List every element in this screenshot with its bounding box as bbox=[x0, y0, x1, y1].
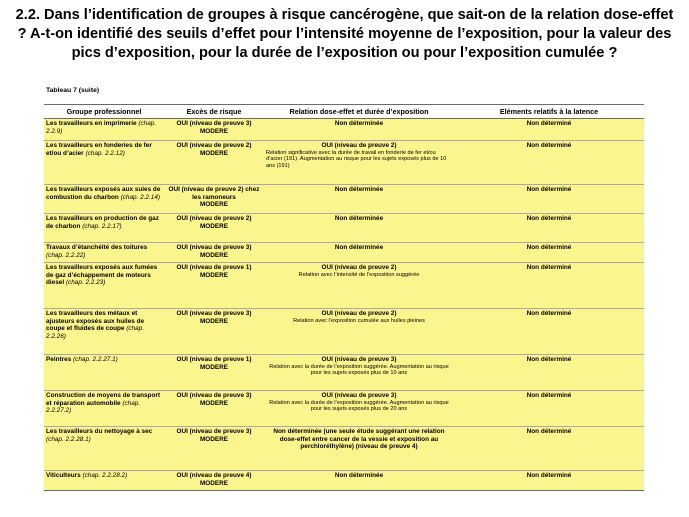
group-name: Les travailleurs exposés aux fumées de gaz d’échappement de moteurs diesel bbox=[46, 264, 158, 287]
cell-excess bbox=[164, 141, 264, 185]
table-row bbox=[44, 243, 644, 263]
relation-note: Relation avec l’exposition cumulée aux huiles pleines bbox=[293, 317, 425, 324]
cell-group bbox=[44, 119, 164, 141]
excess-level: OUI (niveau de preuve 1) bbox=[176, 264, 252, 271]
table-row bbox=[44, 391, 644, 427]
relation-status: Non déterminée bbox=[334, 244, 384, 251]
title-line-1: 2.2. Dans l’identification de groupes à risque cancérogène, que sait-on de la relation dose-effet bbox=[15, 7, 674, 23]
table-caption: Tableau 7 (suite) bbox=[46, 87, 100, 94]
chapter-ref: (chap. 2.2.22) bbox=[46, 251, 86, 259]
group-name: Les travailleurs du nettoyage à sec bbox=[46, 428, 153, 435]
chapter-ref: (chap. 2.2.27.2) bbox=[46, 399, 141, 415]
cell-relation bbox=[264, 427, 454, 471]
cell-latency: Non déterminé bbox=[454, 427, 644, 471]
header-excess: Excès de risque bbox=[164, 105, 264, 119]
cell-group bbox=[44, 263, 164, 309]
table-row bbox=[44, 355, 644, 391]
cell-relation bbox=[264, 185, 454, 214]
relation-note: Relation avec la durée de l’exposition suggérée. Augmentation au risque pour les sujets exposés plus de 20 ans bbox=[269, 399, 449, 413]
excess-grade: MODERE bbox=[199, 201, 229, 209]
excess-grade: MODERE bbox=[199, 127, 229, 135]
cell-latency: Non déterminé bbox=[454, 309, 644, 355]
cell-latency: Non déterminé bbox=[454, 263, 644, 309]
cell-latency: Non déterminé bbox=[454, 214, 644, 243]
table-row bbox=[44, 214, 644, 243]
cell-group bbox=[44, 243, 164, 263]
group-name: Viticulteurs bbox=[46, 472, 81, 479]
relation-status: Non déterminée bbox=[334, 120, 384, 127]
group-name: Les travailleurs en imprimerie bbox=[46, 120, 137, 127]
relation-status: OUI (niveau de preuve 2) bbox=[321, 264, 397, 271]
chapter-ref: (chap. 2.2.26) bbox=[46, 325, 145, 340]
excess-level: OUI (niveau de preuve 2) bbox=[176, 142, 252, 149]
cell-group bbox=[44, 141, 164, 185]
header-relation: Relation dose-effet et durée d’exposition bbox=[264, 105, 454, 119]
cell-excess bbox=[164, 355, 264, 391]
cell-relation bbox=[264, 355, 454, 391]
cell-relation bbox=[264, 141, 454, 185]
chapter-ref: (chap. 2.2.14) bbox=[120, 193, 160, 201]
group-name: Travaux d’étanchéité des toitures bbox=[46, 244, 148, 251]
cell-excess bbox=[164, 309, 264, 355]
table-row bbox=[44, 309, 644, 355]
cell-excess bbox=[164, 471, 264, 491]
cell-group bbox=[44, 309, 164, 355]
group-name: Les travailleurs en fonderies de fer et/ou d’acier bbox=[46, 142, 152, 157]
cell-relation bbox=[264, 471, 454, 491]
header-group: Groupe professionnel bbox=[44, 105, 164, 119]
group-name: Les travailleurs des métaux et ajusteurs exposés aux huiles de coupe et fluides de coupe bbox=[46, 310, 145, 333]
cell-excess bbox=[164, 391, 264, 427]
excess-grade: MODERE bbox=[199, 317, 229, 325]
relation-status: OUI (niveau de preuve 2) bbox=[321, 142, 397, 149]
chapter-ref: (chap. 2.2.28.2) bbox=[82, 472, 128, 479]
excess-level: OUI (niveau de preuve 3) bbox=[176, 392, 252, 399]
cell-relation bbox=[264, 263, 454, 309]
chapter-ref: (chap. 2.2.12) bbox=[85, 149, 125, 157]
relation-note: Relation avec l’intensité de l’exposition suggérée bbox=[298, 271, 420, 278]
relation-status: Non déterminée bbox=[334, 186, 384, 193]
relation-note: Relation avec la durée de l’exposition suggérée. Augmentation au risque pour les sujets exposés plus de 10 ans bbox=[269, 363, 449, 377]
cell-excess bbox=[164, 427, 264, 471]
relation-status: Non déterminée (une seule étude suggérant une relation dose-effet entre cancer de la vessie et exposition au perchloréthylène) (niveau de preuve 4) bbox=[273, 428, 445, 451]
excess-grade: MODERE bbox=[199, 222, 229, 230]
cell-latency: Non déterminé bbox=[454, 141, 644, 185]
cell-relation bbox=[264, 119, 454, 141]
excess-level: OUI (niveau de preuve 2) bbox=[176, 215, 252, 222]
title-line-2: ? A-t-on identifié des seuils d’effet pour l’intensité moyenne de l’exposition, pour la valeur des bbox=[17, 26, 672, 42]
cell-excess bbox=[164, 119, 264, 141]
cell-latency: Non déterminé bbox=[454, 471, 644, 491]
cell-group bbox=[44, 214, 164, 243]
cell-latency: Non déterminé bbox=[454, 243, 644, 263]
group-name: Les travailleurs en production de gaz de charbon bbox=[46, 215, 159, 230]
table-row bbox=[44, 427, 644, 471]
group-name: Construction de moyens de transport et réparation automobile bbox=[46, 392, 160, 407]
chapter-ref: (chap. 2.2.17) bbox=[82, 222, 122, 230]
cell-latency: Non déterminé bbox=[454, 185, 644, 214]
cell-group bbox=[44, 391, 164, 427]
excess-level: OUI (niveau de preuve 3) bbox=[176, 428, 252, 435]
cell-latency: Non déterminé bbox=[454, 355, 644, 391]
table-row bbox=[44, 263, 644, 309]
excess-grade: MODERE bbox=[199, 479, 229, 487]
cell-relation bbox=[264, 243, 454, 263]
cell-excess bbox=[164, 243, 264, 263]
relation-status: Non déterminée bbox=[334, 215, 384, 222]
group-name: Les travailleurs exposés aux suies de combustion du charbon bbox=[46, 186, 161, 201]
cell-excess bbox=[164, 185, 264, 214]
cell-excess bbox=[164, 214, 264, 243]
excess-grade: MODERE bbox=[199, 363, 229, 371]
excess-grade: MODERE bbox=[199, 251, 229, 259]
table-row bbox=[44, 119, 644, 141]
chapter-ref: (chap. 2.2.23) bbox=[65, 279, 106, 287]
excess-level: OUI (niveau de preuve 2) chez les ramoneurs bbox=[168, 186, 260, 201]
excess-grade: MODERE bbox=[199, 399, 229, 407]
cell-relation bbox=[264, 214, 454, 243]
title-line-3: pics d’exposition, pour la durée de l’exposition ou pour l’exposition cumulée ? bbox=[71, 45, 618, 61]
cell-relation bbox=[264, 391, 454, 427]
table-row bbox=[44, 471, 644, 491]
chapter-ref: (chap. 2.2.28.1) bbox=[46, 435, 91, 443]
excess-level: OUI (niveau de preuve 3) bbox=[176, 310, 252, 317]
cell-group bbox=[44, 427, 164, 471]
relation-note: Relation significative avec la durée de travail en fonderie de fer et/ou d’acier (191). Augmentation au risque pour les sujets exposés plus de 10 ans (191) bbox=[266, 149, 447, 169]
table-row bbox=[44, 185, 644, 214]
chapter-ref: (chap. 2.2.27.1) bbox=[73, 356, 118, 363]
header-latency: Eléments relatifs à la latence bbox=[454, 105, 644, 119]
excess-level: OUI (niveau de preuve 4) bbox=[176, 472, 252, 479]
table-row bbox=[44, 141, 644, 185]
risk-table bbox=[44, 104, 644, 491]
excess-grade: MODERE bbox=[199, 149, 229, 157]
relation-status: OUI (niveau de preuve 3) bbox=[321, 356, 397, 363]
excess-level: OUI (niveau de preuve 1) bbox=[176, 356, 252, 363]
cell-group bbox=[44, 185, 164, 214]
relation-status: OUI (niveau de preuve 2) bbox=[321, 310, 397, 317]
group-name: Peintres bbox=[46, 356, 72, 363]
page-title bbox=[4, 6, 685, 63]
cell-group bbox=[44, 471, 164, 491]
cell-group bbox=[44, 355, 164, 391]
table-header-row bbox=[44, 105, 644, 119]
relation-status: Non déterminée bbox=[334, 472, 384, 479]
excess-level: OUI (niveau de preuve 3) bbox=[176, 120, 252, 127]
cell-excess bbox=[164, 263, 264, 309]
cell-latency: Non déterminé bbox=[454, 119, 644, 141]
cell-latency: Non déterminé bbox=[454, 391, 644, 427]
chapter-ref: (chap. 2.2.9) bbox=[46, 120, 157, 135]
relation-status: OUI (niveau de preuve 3) bbox=[321, 392, 397, 399]
cell-relation bbox=[264, 309, 454, 355]
excess-level: OUI (niveau de preuve 3) bbox=[176, 244, 252, 251]
excess-grade: MODERE bbox=[199, 435, 229, 443]
excess-grade: MODERE bbox=[199, 271, 229, 279]
